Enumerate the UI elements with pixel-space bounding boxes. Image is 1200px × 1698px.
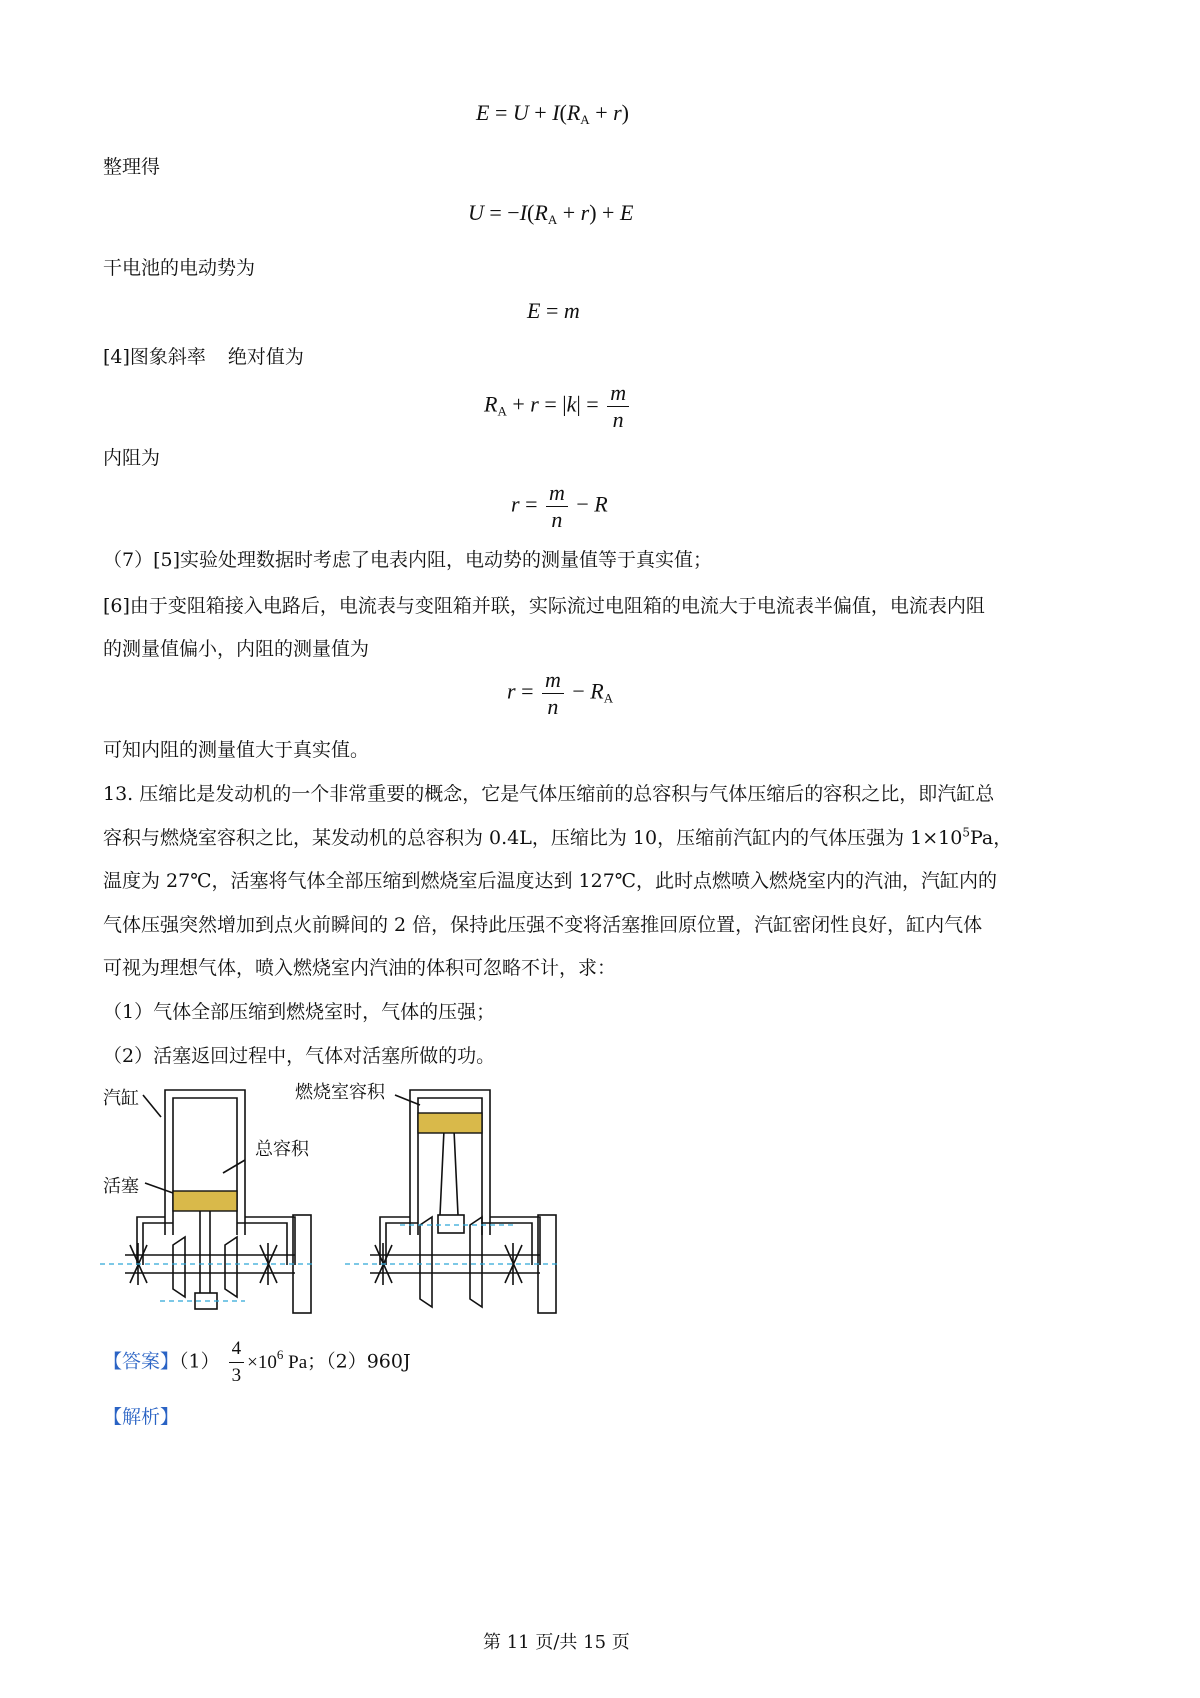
- q13-l2-sup: 5: [962, 825, 970, 840]
- equation-e-m: E = m: [527, 298, 580, 323]
- q13-l2-post: Pa，: [969, 827, 1013, 849]
- question-13-line5: 可视为理想气体，喷入燃烧室内汽油的体积可忽略不计，求：: [103, 957, 617, 979]
- answer-line: 【答案】（1） $\frac{4}{3}$ $\times 10^6$ Pa；（2）960J: [103, 1336, 411, 1389]
- analysis-tag: 【解析】: [103, 1406, 180, 1428]
- leader-piston: [145, 1183, 173, 1193]
- question-13-sub2: （2）活塞返回过程中，气体对活塞所做的功。: [103, 1045, 496, 1067]
- label-piston: 活塞: [103, 1176, 139, 1197]
- text-slope-b: 绝对值为: [227, 346, 304, 368]
- text-rearrange: 整理得: [103, 156, 161, 178]
- equation-r2: r = $\frac{m}{n}$ − $R_A$: [507, 667, 614, 719]
- equation-r1: r = $\frac{m}{n}$ − R: [511, 480, 608, 532]
- right-cylinder-outer: [410, 1090, 490, 1235]
- left-conrod: [200, 1207, 210, 1293]
- engine-diagram: [95, 1075, 605, 1325]
- answer-num: 4: [229, 1336, 245, 1363]
- right-piston: [418, 1113, 482, 1133]
- left-piston: [173, 1191, 237, 1211]
- leader-chamber: [395, 1095, 420, 1105]
- q13-l2-pre: 容积与燃烧室容积之比，某发动机的总容积为 0.4L，压缩比为 10，压缩前汽缸内的气体压强为 1×10: [103, 827, 963, 849]
- question-13-line3: 温度为 27℃，活塞将气体全部压缩到燃烧室后温度达到 127℃，此时点燃喷入燃烧室内的汽油，汽缸内的: [103, 870, 998, 892]
- left-crank-web-r: [225, 1237, 237, 1297]
- label-total-volume: 总容积: [255, 1139, 309, 1160]
- left-cylinder-outer: [165, 1090, 245, 1235]
- question-13-line2: [103, 823, 1012, 850]
- text-step6-l2: 的测量值偏小，内阻的测量值为: [103, 638, 370, 660]
- text-emf-is: 干电池的电动势为: [103, 257, 256, 279]
- question-13-line4: 气体压强突然增加到点火前瞬间的 2 倍，保持此压强不变将活塞推回原位置，汽缸密闭性良好，缸内气体: [103, 914, 983, 936]
- equation-u: $U = -I(R_A + r) + E$: [468, 200, 634, 227]
- label-chamber-volume: 燃烧室容积: [295, 1082, 385, 1103]
- text-step7: （7）[5]实验处理数据时考虑了电表内阻，电动势的测量值等于真实值；: [103, 549, 713, 571]
- label-cylinder: 汽缸: [103, 1088, 139, 1109]
- answer-tag: 【答案】: [103, 1350, 180, 1373]
- text-conclusion: 可知内阻的测量值大于真实值。: [103, 739, 370, 761]
- answer-den: 3: [231, 1365, 242, 1386]
- answer-p2: ；（2）960J: [307, 1350, 411, 1373]
- question-13-line1: 13. 压缩比是发动机的一个非常重要的概念，它是气体压缩前的总容积与气体压缩后的容积之比，即汽缸总: [103, 783, 995, 805]
- right-crank-web-l: [420, 1217, 432, 1307]
- right-crank-web-r: [470, 1217, 482, 1307]
- question-13-sub1: （1）气体全部压缩到燃烧室时，气体的压强；: [103, 1001, 496, 1023]
- answer-unit: Pa: [288, 1351, 308, 1373]
- leader-total-volume: [223, 1160, 245, 1173]
- equation-slope: $R_A + r = |k|$ = $\frac{m}{n}$: [484, 380, 632, 433]
- equation-emf: $E = U + I(R_A + r)$: [476, 100, 629, 127]
- left-cylinder-inner: [173, 1098, 237, 1235]
- text-slope: [103, 342, 304, 369]
- left-crank-web-l: [173, 1237, 185, 1297]
- right-bigend: [438, 1215, 464, 1233]
- text-internal-r: 内阻为: [103, 447, 161, 469]
- answer-p1: （1）: [179, 1350, 220, 1373]
- page-footer: 第 11 页/共 15 页: [483, 1632, 630, 1653]
- leader-cylinder: [143, 1095, 161, 1117]
- text-slope-a: [4]图象斜率: [103, 346, 206, 368]
- answer-exp: 6: [276, 1346, 284, 1362]
- answer-fraction: [229, 1336, 245, 1389]
- right-conrod: [440, 1130, 458, 1215]
- text-step6-l1: [6]由于变阻箱接入电路后，电流表与变阻箱并联，实际流过电阻箱的电流大于电流表半偏值，电流表内阻: [103, 595, 985, 617]
